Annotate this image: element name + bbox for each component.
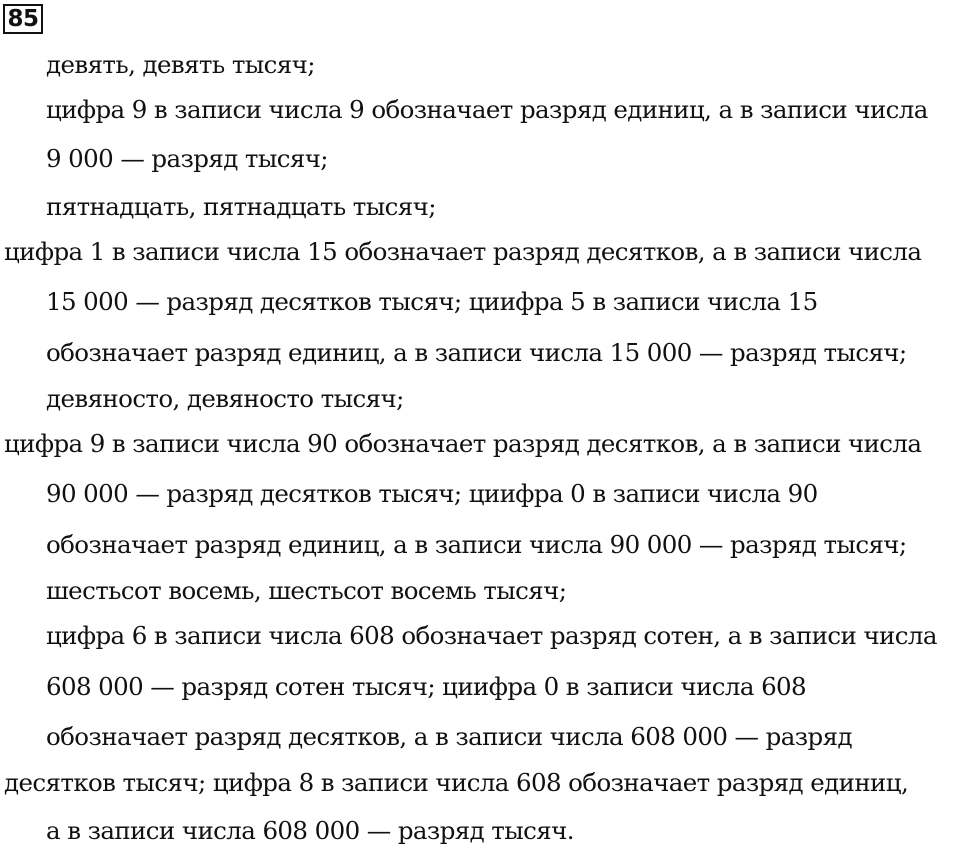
- answer-line: обозначает разряд единиц, а в записи числа 90 000 — разряд тысяч;: [46, 530, 907, 559]
- answer-line: обозначает разряд единиц, а в записи числа 15 000 — разряд тысяч;: [46, 338, 907, 367]
- answer-line: цифра 9 в записи числа 90 обозначает разряд десятков, а в записи числа: [4, 429, 922, 458]
- answer-line: цифра 6 в записи числа 608 обозначает разряд сотен, а в записи числа: [46, 621, 937, 650]
- answer-line: цифра 1 в записи числа 15 обозначает разряд десятков, а в записи числа: [4, 237, 922, 266]
- exercise-number-badge: 85: [3, 4, 43, 34]
- answer-line: а в записи числа 608 000 — разряд тысяч.: [46, 816, 574, 845]
- answer-line: десятков тысяч; цифра 8 в записи числа 608 обозначает разряд единиц,: [4, 768, 909, 797]
- answer-line: девяносто, девяносто тысяч;: [46, 384, 404, 413]
- answer-line: 90 000 — разряд десятков тысяч; циифра 0 в записи числа 90: [46, 479, 818, 508]
- answer-line: цифра 9 в записи числа 9 обозначает разряд единиц, а в записи числа: [46, 95, 928, 124]
- answer-line: пятнадцать, пятнадцать тысяч;: [46, 192, 436, 221]
- answer-line: 9 000 — разряд тысяч;: [46, 144, 328, 173]
- answer-line: девять, девять тысяч;: [46, 50, 315, 79]
- answer-line: 608 000 — разряд сотен тысяч; циифра 0 в записи числа 608: [46, 672, 807, 701]
- answer-line: 15 000 — разряд десятков тысяч; циифра 5 в записи числа 15: [46, 287, 818, 316]
- answer-line: шестьсот восемь, шестьсот восемь тысяч;: [46, 576, 567, 605]
- answer-line: обозначает разряд десятков, а в записи числа 608 000 — разряд: [46, 722, 852, 751]
